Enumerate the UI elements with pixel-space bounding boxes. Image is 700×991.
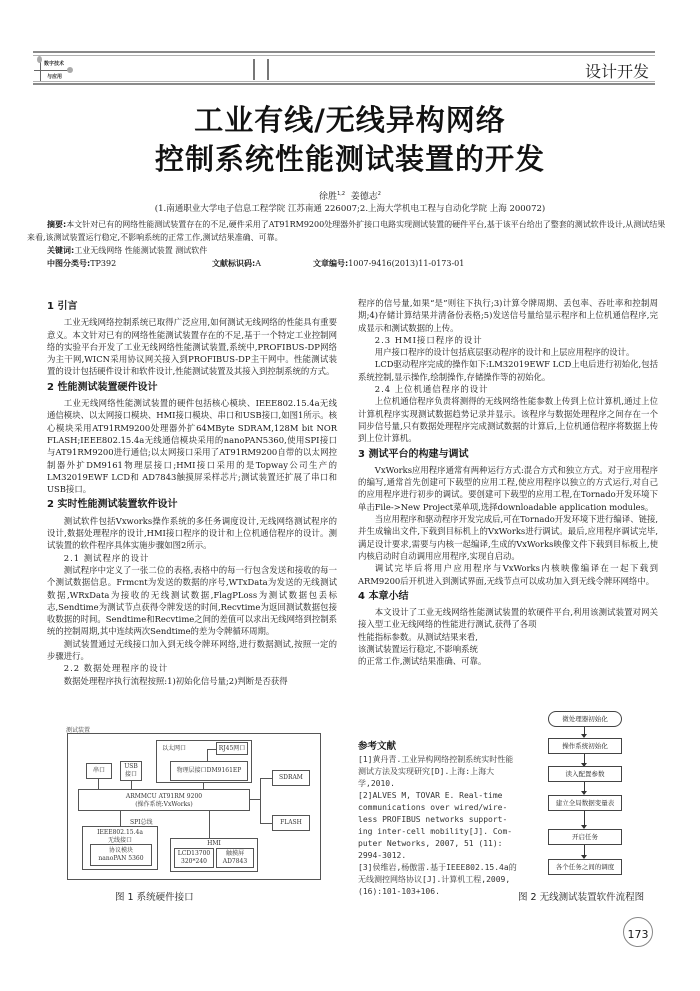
flow-arrow-icon — [584, 782, 585, 794]
section-heading: 1 引言 — [47, 301, 78, 312]
mcu-os-label: (操作系统:VxWorks) — [135, 801, 193, 808]
section-heading: 3 测试平台的构建与调试 — [358, 448, 469, 460]
paragraph: 工业无线网络控制系统已取得广泛应用,如何测试无线网络的性能具有重要意义。本文针对已有的网络性能测试装置存在的不足,基于一个特定工业控制网络的实验平台开发了工业无线网络性能测试装置,系统中,PROFIBUS-DP网络为主干网,WICN采用协议网关接入到PROFIBUS-DP主干网中。性能测试装置的设计包括硬件设计和软件设计,性能测试装置及其接入到控制系统的方式。 — [47, 317, 337, 377]
flow-arrow-icon — [584, 811, 585, 828]
header-rule — [33, 51, 655, 53]
clc-value: TP392 — [90, 259, 117, 268]
spi-bus-line — [120, 811, 121, 826]
connector-line — [98, 779, 99, 789]
connector-line — [209, 811, 210, 838]
article-number — [313, 258, 464, 269]
flow-arrow-icon — [584, 754, 585, 766]
paragraph: 程序的信号量,如果“是”则往下执行;3)计算令牌周期、丢包率、吞吐率和控制周期;4)存储计算结果并清备份表格;5)发送信号量给显示程序和上位机通信程序,完成显示和测试数据的上传。 — [358, 298, 658, 333]
paragraph: 工业无线网络性能测试装置的硬件包括核心模块、IEEE802.15.4a无线通信模块、以太网接口模块、HMI接口模块、串口和USB接口,如图1所示。核心模块采用AT91RM9200处理器外扩64MByte SDRAM,128M bit NOR FLASH;IEEE802.15.4a无线通信模块采用的nanoPAN5360,使用SPI接口与AT91RM9200进行通信;以太网接口采用了AT91RM9200自带的以太网控制器外扩DM9161物理层接口;HMI接口采用的是Topway公司生产的LM32019EWF LCD和 AD7843触摸屏采样芯片;测试装置还扩展了串口和USB接口。 — [47, 398, 337, 495]
reference-item: [3]侯维岩,杨傲雷.基于IEEE802.15.4a的无线测控网络协议[J].计算机工程,2009,(16):101-103+106. — [358, 863, 517, 896]
author-name: 徐胜 — [319, 192, 338, 202]
paragraph: 调试完毕后将用户应用程序与VxWorks内核映像编译在一起下载到ARM9200后开机进入到测试界面,无线节点可以成功加入到无线令牌环网络中。 — [358, 563, 658, 586]
flow-arrow-icon — [584, 727, 585, 737]
connector-line — [207, 749, 208, 761]
mcu-block — [78, 789, 250, 811]
header-rule — [33, 55, 655, 56]
doc-code — [212, 258, 261, 269]
flow-step: 各个任务之间的调度 — [548, 859, 622, 875]
author-affil-mark: 2 — [377, 191, 381, 197]
flash-block: FLASH — [272, 815, 310, 831]
paragraph: 当应用程序和驱动程序开发完成后,可在Tornado开发环境下进行编译、链接,并生成输出文件,下载到目标机上的VxWorks进行调试。最后,应用程序调试完毕,满足设计要求,需要与内核一起编译,生成的VxWorks映像文件下载到目标板上,使内核启动时自动调用应用程序,实现自启动。 — [358, 514, 658, 561]
phy-block: 物理层接口DM9161EP — [170, 761, 248, 781]
page-number-badge: 173 — [623, 917, 653, 947]
paragraph: 数据处理程序执行流程按照:1)初始化信号量;2)判断是否获得 — [63, 675, 288, 686]
lcd-resolution: 320*240 — [181, 858, 207, 865]
section-heading: 2 实时性能测试装置软件设计 — [47, 499, 178, 511]
flow-arrow-icon — [584, 845, 585, 858]
connector-line — [260, 778, 261, 823]
paper-title-line1: 工业有线/无线异构网络 — [194, 103, 506, 137]
paragraph: VxWorks应用程序通常有两种运行方式:混合方式和独立方式。对于应用程序的编写,通常首先创建可下载型的应用工程,使应用程序以独立的方式运行,对自己的应用程序进行初步的调试。要创建可下载型的应用工程,在Tornado开发环境下单击File->New Project菜单项,选择downloadable application modules。 — [358, 464, 658, 512]
affiliations: (1.南通职业大学电子信息工程学院 江苏南通 226007;2.上海大学机电工程与自动化学院 上海 200072) — [154, 204, 546, 214]
touch-label: 触摸屏 — [225, 850, 244, 857]
journal-logo-dot-icon — [37, 56, 42, 63]
mcu-label: ARMMCU AT91RM 9200 — [125, 793, 203, 800]
paragraph: 测试装置通过无线接口加入到无线令牌环网络,进行数据测试,按照一定的步骤进行。 — [47, 638, 337, 662]
ieee-sub-label: 无线接口 — [107, 837, 132, 844]
journal-name-line1: 数字技术 — [44, 61, 65, 67]
connector-line — [260, 778, 272, 779]
abstract — [27, 219, 673, 244]
keywords — [47, 245, 207, 256]
authors — [0, 189, 700, 202]
abstract-label: 摘要: — [47, 220, 67, 229]
journal-logo-line — [34, 70, 70, 71]
lcd-block — [174, 848, 214, 868]
spi-bus-label: SPI总线 — [130, 819, 153, 826]
paragraph-line: 的正常工作,测试结果准确、可靠。 — [358, 656, 487, 667]
header-divider — [267, 59, 269, 80]
paragraph: 用户接口程序的设计包括底层驱动程序的设计和上层应用程序的设计。 — [374, 347, 635, 358]
reference-item: [1]黄丹青.工业异构网络控制系统实时性能测试方法及实现研究[D].上海:上海大学,2010. — [358, 755, 514, 788]
section-heading: 2 性能测试装置硬件设计 — [47, 381, 158, 393]
nanopan-label: nanoPAN 5360 — [98, 855, 144, 862]
connector-line — [260, 823, 272, 824]
right-column — [358, 297, 658, 668]
reference-item: [2]ALVES M, TOVAR E. Real-time communications over wired/wire-less PROFIBUS networks support-ing inter-cell mobility[J]. Com-puter Networks, 2007, 51 (11): 2994-3012. — [358, 791, 513, 860]
hmi-label: HMI — [207, 840, 221, 847]
touch-chip: AD7843 — [222, 858, 248, 865]
paragraph: LCD驱动程序完成的操作如下:LM32019EWF LCD上电后进行初始化,包括系统控制,显示操作,绘制操作,存储操作等的初始化。 — [358, 359, 658, 382]
clc-label: 中图分类号: — [47, 259, 91, 268]
lcd-label: LCD13700 — [177, 850, 211, 857]
rj45-block: RJ45网口 — [216, 742, 248, 755]
doc-value: A — [255, 259, 261, 268]
flow-step: 开启任务 — [548, 829, 622, 845]
paragraph-line: 该测试装置运行稳定,不影响系统 — [358, 644, 478, 655]
protocol-label: 协议模块 — [108, 847, 133, 854]
section-name: 设计开发 — [585, 62, 650, 81]
subsection-heading: 2.4 上位机通信程序的设计 — [374, 384, 489, 395]
flow-step: 微处理器初始化 — [548, 711, 622, 727]
connector-line — [131, 781, 132, 789]
keywords-text: 工业无线网络 性能测试装置 测试软件 — [74, 246, 208, 255]
header-rule — [33, 83, 655, 85]
usb-block: USB 接口 — [120, 761, 142, 781]
connector-line — [207, 749, 216, 750]
paragraph: 测试程序中定义了一张二位的表格,表格中的每一行包含发送和接收的每一个测试数据信息。Frmcnt为发送的数据的序号,WTxData为发送的无线测试数据,WRxData为接收的无线测试数据,FlagPLoss为测试数据包丢标志,Sendtime为测试节点获得令牌发送的时间,Recvtime为返回测试数据包接收数据的时间。Sendtime和Recvtime之间的差值可以求出无线网络到控制系统的控制周期,其中连续两次Sendtime的差为令牌循环周期。 — [47, 564, 337, 637]
references-list — [358, 754, 518, 898]
flow-step: 建立全局数据变量表 — [548, 795, 622, 811]
subsection-heading: 2.1 测试程序的设计 — [63, 552, 150, 563]
doc-label: 文献标识码: — [212, 259, 256, 268]
header-divider — [253, 59, 255, 80]
protocol-module-block — [90, 844, 152, 866]
connector-line — [250, 799, 260, 800]
figure-2-caption: 图 2 无线测试装置软件流程图 — [518, 892, 645, 903]
figure-1-hardware-diagram — [67, 733, 321, 880]
figure-1-caption: 图 1 系统硬件接口 — [115, 892, 194, 903]
header-rule — [33, 81, 655, 82]
paragraph: 上位机通信程序负责将测得的无线网络性能参数上传到上位计算机,通过上位计算机程序实现测试数据趋势记录并显示。该程序与数据处理程序之间存在一个同步信号量,只有数据处理程序完成测试数据的计算后,上位机通信程序将数据上传到上位计算机。 — [358, 396, 658, 444]
journal-logo-dot-icon — [67, 67, 73, 73]
paragraph-line: 性能指标参数。从测试结果来看, — [358, 631, 478, 642]
author-affil-mark: 1,2 — [337, 191, 346, 197]
subsection-heading: 2.2 数据处理程序的设计 — [63, 663, 169, 674]
fig1-outer-label: 测试装置 — [66, 727, 91, 734]
touchscreen-block — [216, 848, 254, 868]
sdram-block: SDRAM — [272, 770, 310, 786]
abstract-text: 本文针对已有的网络性能测试装置存在的不足,硬件采用了AT91RM9200处理器外扩接口电路实现测试装置的硬件平台,基于该平台给出了整套的测试软件设计,从测试结果来看,该测试装置运行稳定,不影响系统的正常工作,测试结果准确、可靠。 — [27, 220, 666, 242]
references-heading: 参考文献 — [358, 741, 397, 752]
left-column — [47, 297, 337, 687]
paper-title-line2: 控制系统性能测试装置的开发 — [154, 142, 545, 176]
paragraph: 测试软件包括Vxworks操作系统的多任务调度设计,无线网络测试程序的设计,数据处理程序的设计,HMI接口程序的设计和上位机通信程序的设计。测试装置的软件程序具体实施步骤如图2所示。 — [47, 515, 337, 551]
journal-name-line2: 与应用 — [47, 74, 63, 80]
clc-number — [47, 258, 116, 269]
section-heading: 4 本章小结 — [358, 590, 409, 602]
article-value: 1007-9416(2013)11-0173-01 — [348, 259, 465, 268]
keywords-label: 关键词: — [47, 246, 75, 255]
flow-step: 读入配置参数 — [548, 766, 622, 782]
ieee-label: IEEE802.15.4a — [97, 829, 143, 836]
article-label: 文章编号: — [313, 259, 349, 268]
paragraph: 本文设计了工业无线网络性能测试装置的软硬件平台,利用该测试装置对网关接入型工业无线网络的性能进行测试,获得了各项 — [358, 607, 658, 630]
author-name: 姜德志 — [350, 192, 378, 202]
serial-block: 串口 — [86, 763, 112, 779]
flow-step: 操作系统初始化 — [548, 738, 622, 754]
ethernet-label: 以太网口 — [162, 745, 187, 752]
subsection-heading: 2.3 HMI接口程序的设计 — [374, 334, 483, 345]
